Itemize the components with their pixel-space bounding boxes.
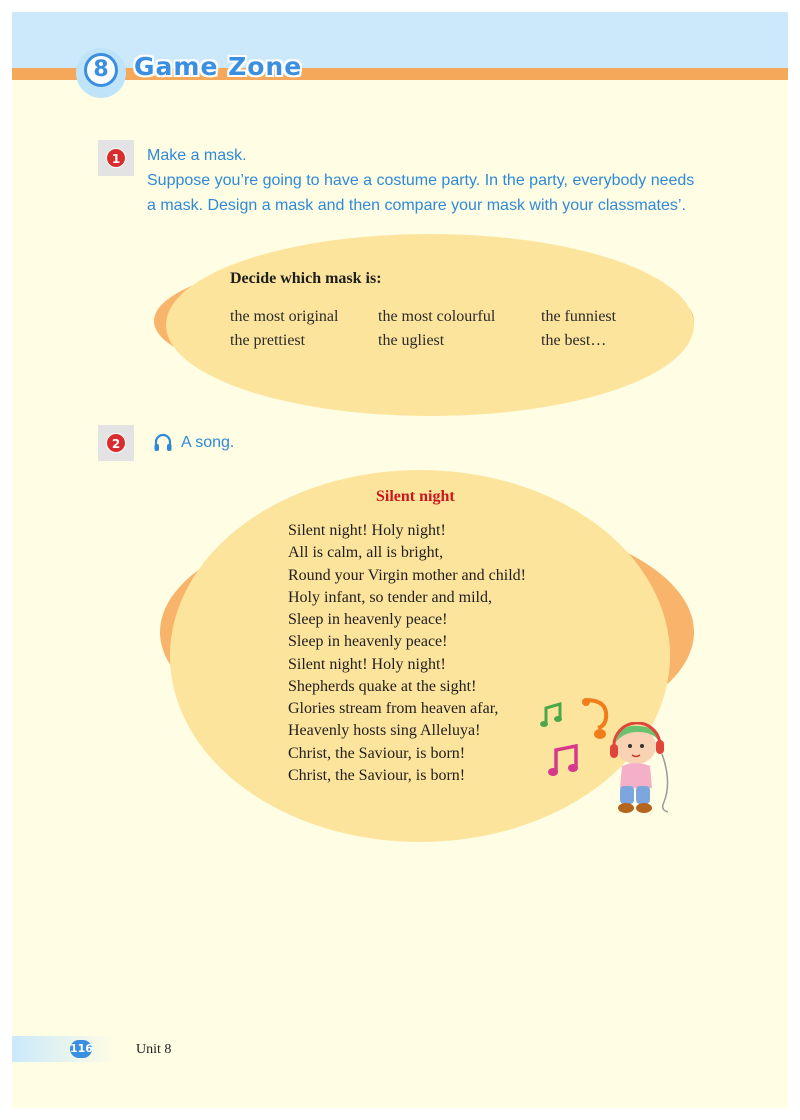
footer-band bbox=[12, 1036, 116, 1062]
task-1-number: 1 bbox=[106, 148, 126, 168]
task-2-label: A song. bbox=[181, 434, 235, 451]
task-2-badge bbox=[98, 425, 134, 461]
mask-box-title: Decide which mask is: bbox=[230, 270, 382, 287]
song-line: Silent night! Holy night! bbox=[288, 522, 446, 539]
song-line: Heavenly hosts sing Alleluya! bbox=[288, 722, 481, 739]
song-line: Holy infant, so tender and mild, bbox=[288, 589, 492, 606]
music-note-pink-icon bbox=[546, 740, 582, 780]
song-line: All is calm, all is bright, bbox=[288, 544, 444, 561]
header-orange-bar bbox=[12, 68, 788, 80]
task-1-text-line-1: Suppose you’re going to have a costume party. In the party, everybody needs bbox=[147, 172, 695, 189]
mask-option: the best… bbox=[541, 332, 607, 349]
header-band bbox=[12, 12, 788, 68]
page-title: Game Zone bbox=[134, 52, 303, 81]
song-line: Silent night! Holy night! bbox=[288, 656, 446, 673]
song-line: Christ, the Saviour, is born! bbox=[288, 767, 466, 784]
mask-option: the ugliest bbox=[378, 332, 445, 349]
song-line: Shepherds quake at the sight! bbox=[288, 678, 477, 695]
section-number: 8 bbox=[84, 53, 118, 87]
task-1-heading: Make a mask. bbox=[147, 147, 247, 164]
child-with-headphones-illustration bbox=[606, 722, 676, 818]
song-line: Glories stream from heaven afar, bbox=[288, 700, 499, 717]
mask-option: the most original bbox=[230, 308, 339, 325]
page-number: 116 bbox=[70, 1040, 92, 1058]
song-line: Christ, the Saviour, is born! bbox=[288, 745, 466, 762]
song-title: Silent night bbox=[376, 488, 455, 505]
task-1-badge bbox=[98, 140, 134, 176]
task-1-text-line-2: a mask. Design a mask and then compare your mask with your classmates’. bbox=[147, 197, 686, 214]
mask-option: the funniest bbox=[541, 308, 617, 325]
mask-option: the prettiest bbox=[230, 332, 306, 349]
music-note-green-icon bbox=[538, 700, 568, 730]
song-line: Sleep in heavenly peace! bbox=[288, 611, 448, 628]
mask-option: the most colourful bbox=[378, 308, 496, 325]
headphones-icon bbox=[152, 432, 174, 454]
unit-label: Unit 8 bbox=[136, 1042, 172, 1057]
page bbox=[12, 12, 788, 1108]
song-line: Sleep in heavenly peace! bbox=[288, 633, 448, 650]
song-line: Round your Virgin mother and child! bbox=[288, 567, 526, 584]
task-2-number: 2 bbox=[106, 433, 126, 453]
